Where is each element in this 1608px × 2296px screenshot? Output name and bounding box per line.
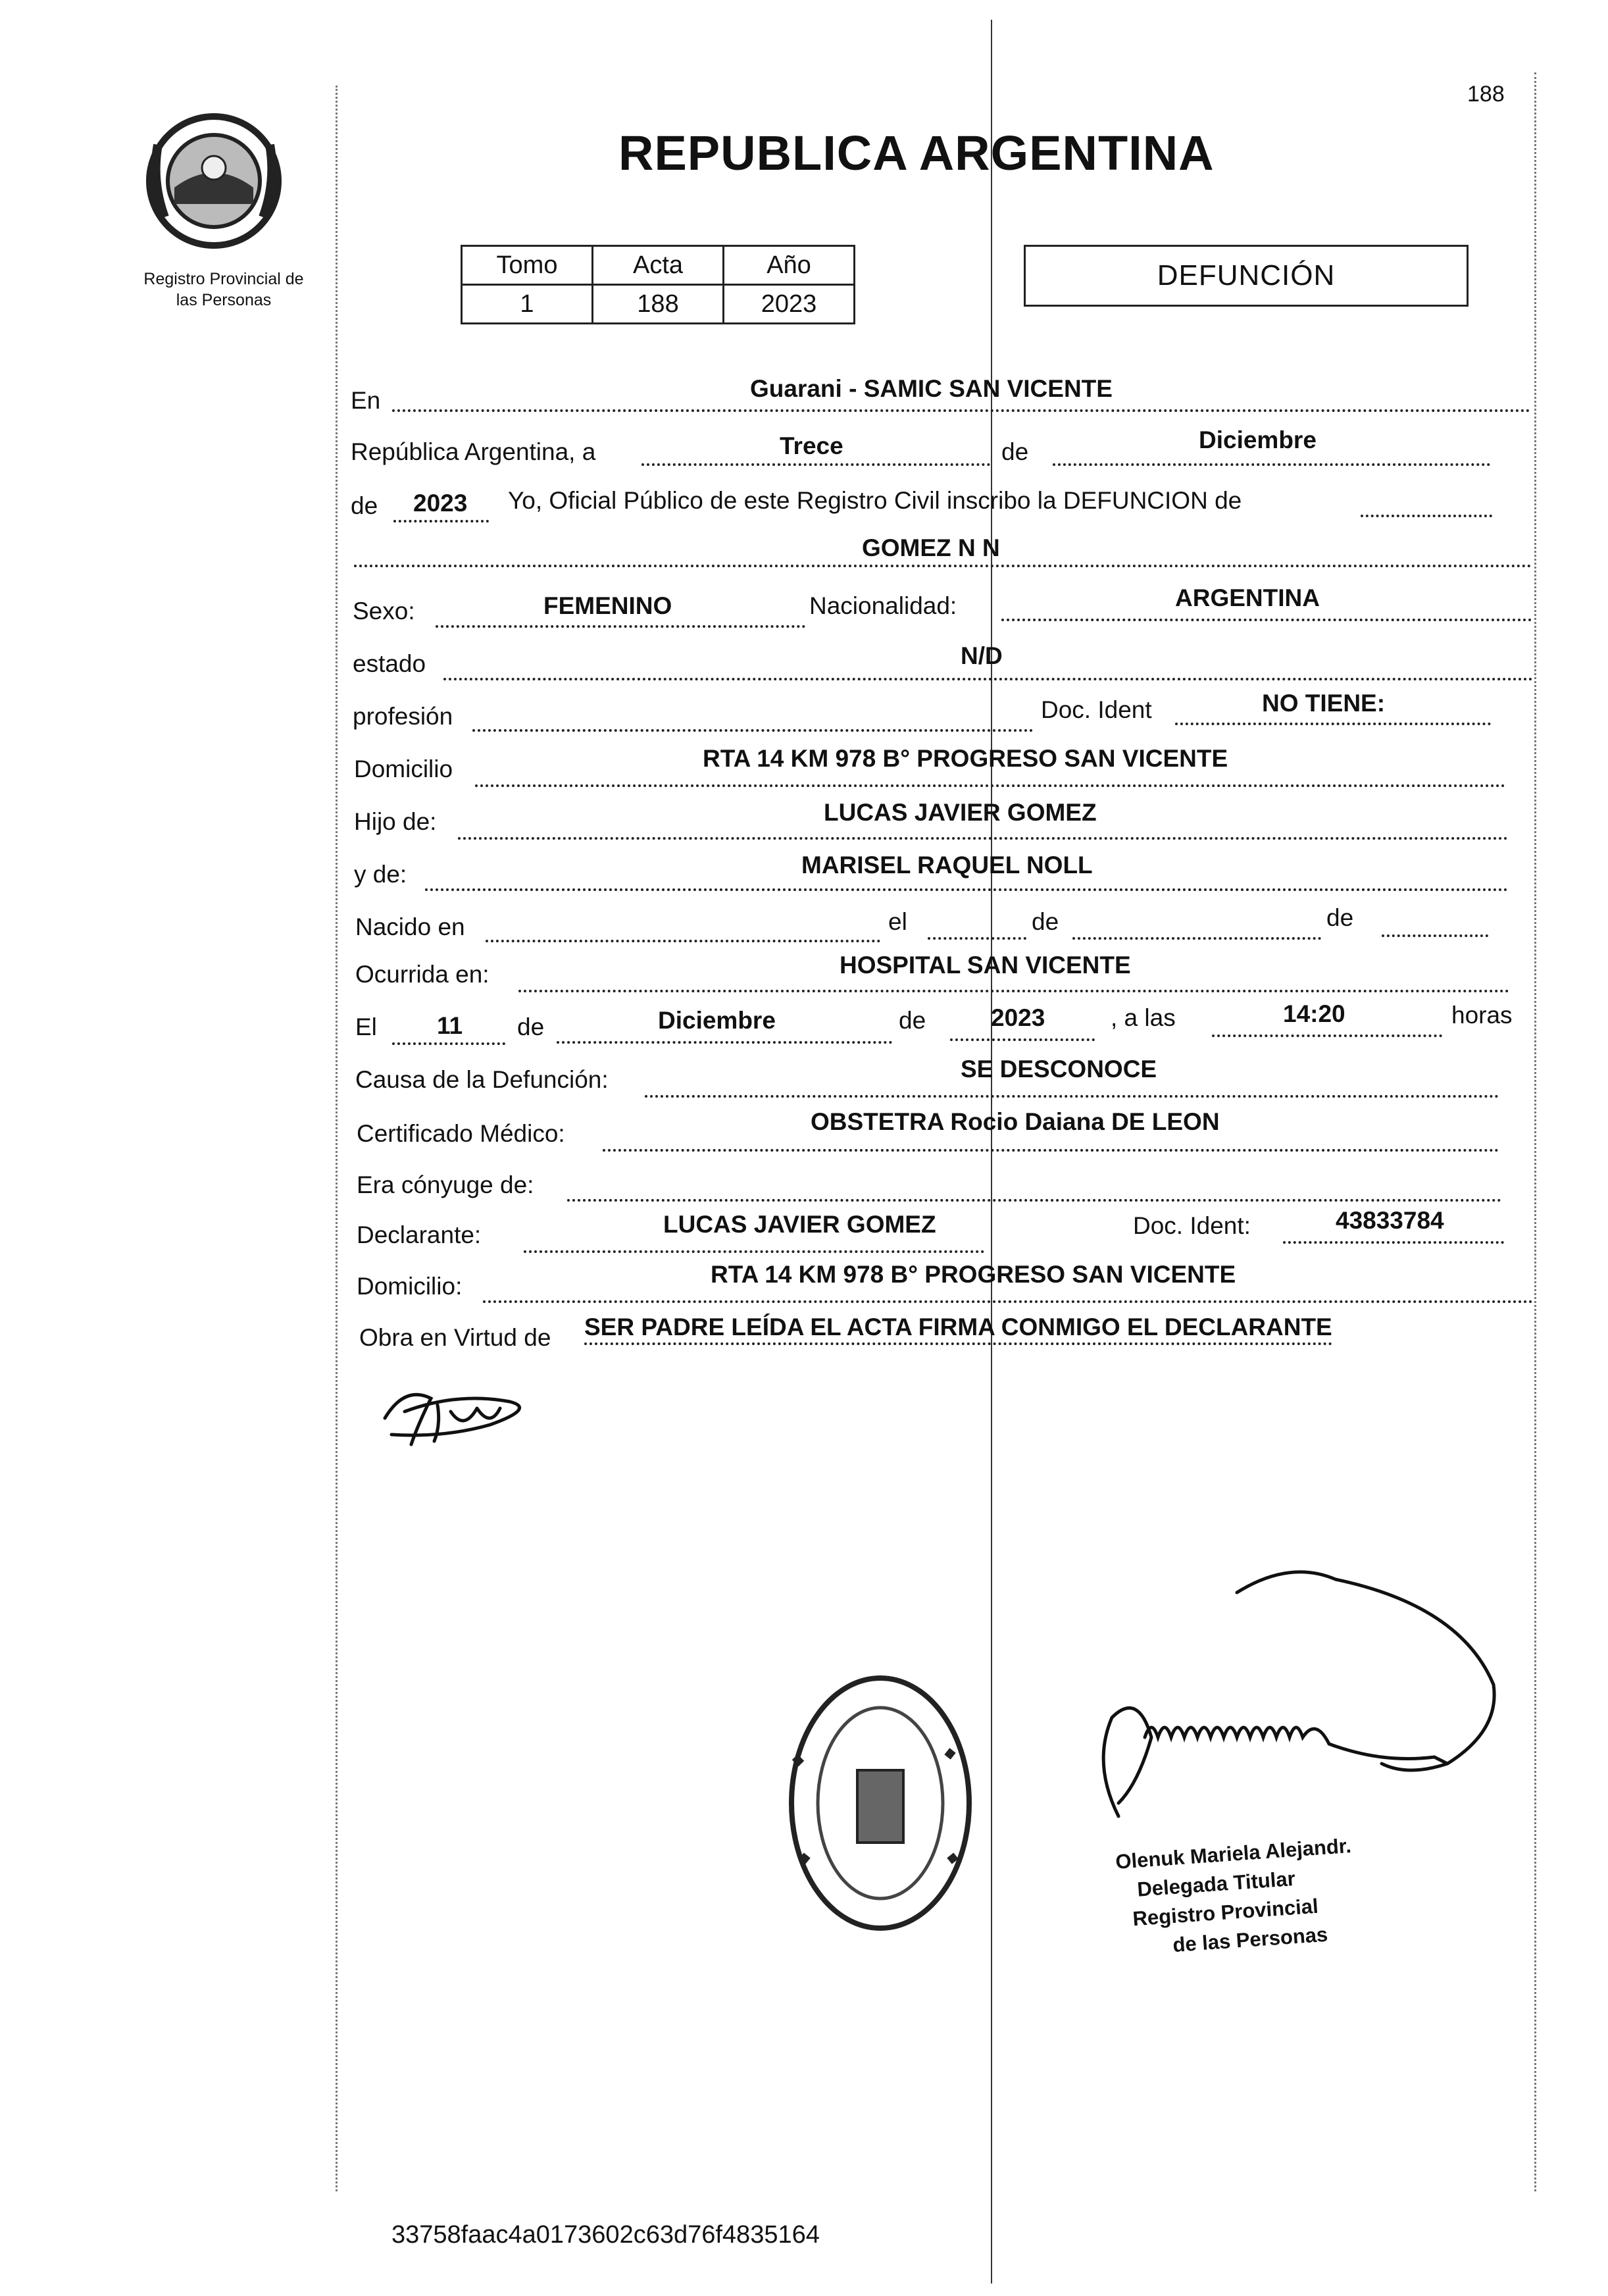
- en-value: Guarani - SAMIC SAN VICENTE: [750, 375, 1113, 402]
- estado-dotted-line: [443, 678, 1533, 680]
- officer-stamp-text: [1115, 1831, 1358, 1964]
- official-stamp: [782, 1658, 979, 1948]
- death-time-value: 14:20: [1283, 1000, 1345, 1027]
- death-day-value: 11: [437, 1012, 463, 1039]
- ocurrida-dotted-line: [518, 990, 1509, 992]
- nacido-label: Nacido en: [355, 913, 465, 940]
- causa-value: SE DESCONOCE: [961, 1056, 1157, 1083]
- nacionalidad-value: ARGENTINA: [1175, 584, 1320, 611]
- death-time-dotted-line: [1212, 1034, 1442, 1037]
- certificado-value: OBSTETRA Rocio Daiana DE LEON: [811, 1108, 1220, 1135]
- estado-value: N/D: [961, 642, 1003, 669]
- a-las-label: , a las: [1111, 1004, 1176, 1031]
- record-table: [461, 245, 855, 324]
- year-dotted-line: [393, 520, 489, 523]
- domicilio-dotted-line: [475, 784, 1505, 787]
- domicilio2-value: RTA 14 KM 978 B° PROGRESO SAN VICENTE: [711, 1261, 1236, 1288]
- sexo-dotted-line: [436, 625, 805, 628]
- officer-signature: [1040, 1566, 1507, 1856]
- nacido-de-b-label: de: [1326, 904, 1354, 931]
- nacido-dotted-line: [486, 940, 880, 942]
- horas-label: horas: [1451, 1002, 1513, 1029]
- hijo-dotted-line: [458, 837, 1508, 840]
- certificado-label: Certificado Médico:: [357, 1120, 565, 1147]
- death-de-d-label: de: [899, 1007, 926, 1034]
- nacido-el-label: el: [888, 908, 907, 935]
- record-table-header-ano: Año: [724, 246, 855, 285]
- sexo-value: FEMENINO: [543, 592, 672, 619]
- document-title: REPUBLICA ARGENTINA: [618, 126, 1215, 180]
- record-table-value-ano: 2023: [724, 285, 855, 324]
- death-year-value: 2023: [991, 1004, 1045, 1031]
- nacido-de-a-label: de: [1032, 908, 1059, 935]
- province-seal-logo: [138, 105, 289, 257]
- page-number: 188: [1467, 82, 1505, 107]
- declarant-signature: [378, 1372, 543, 1458]
- officer-title: Delegada Titular: [1136, 1867, 1296, 1901]
- hijo-value: LUCAS JAVIER GOMEZ: [824, 799, 1097, 826]
- doc-ident-label: Doc. Ident: [1041, 696, 1152, 723]
- nacido-day-dotted-line: [928, 937, 1026, 940]
- day-dotted-line: [641, 463, 990, 466]
- doc-ident-value: NO TIENE:: [1262, 690, 1386, 717]
- en-label: En: [351, 387, 381, 414]
- nacido-month-dotted-line: [1072, 937, 1321, 940]
- statement-dotted-line: [1361, 515, 1492, 517]
- hijo-label: Hijo de:: [354, 808, 437, 835]
- death-year-dotted-line: [950, 1038, 1095, 1041]
- en-dotted-line: [392, 409, 1530, 412]
- republica-label: República Argentina, a: [351, 438, 596, 465]
- yde-value: MARISEL RAQUEL NOLL: [801, 852, 1093, 879]
- deceased-dotted-line: [354, 565, 1532, 567]
- conyuge-label: Era cónyuge de:: [357, 1171, 534, 1198]
- death-de-c-label: de: [517, 1013, 545, 1040]
- declarante-label: Declarante:: [357, 1221, 482, 1248]
- record-table-value-tomo: 1: [462, 285, 593, 324]
- record-table-value-acta: 188: [593, 285, 724, 324]
- day-text-value: Trece: [780, 432, 843, 459]
- sexo-label: Sexo:: [353, 598, 415, 625]
- officer-name: Olenuk Mariela Alejandr.: [1115, 1833, 1352, 1874]
- profesion-dotted-line: [472, 729, 1033, 732]
- record-table-header-acta: Acta: [593, 246, 724, 285]
- scan-right-margin-line: [1534, 72, 1536, 2191]
- statement-text: Yo, Oficial Público de este Registro Civil inscribo la DEFUNCION de: [508, 487, 1242, 514]
- record-type-box: [1024, 245, 1469, 307]
- declarante-dotted-line: [524, 1250, 984, 1253]
- obra-value: SER PADRE LEÍDA EL ACTA FIRMA CONMIGO EL DECLARANTE: [584, 1314, 1332, 1345]
- domicilio-label: Domicilio: [354, 755, 453, 782]
- month-text-value: Diciembre: [1199, 426, 1317, 453]
- doc-ident-dotted-line: [1175, 723, 1491, 725]
- domicilio2-label: Domicilio:: [357, 1273, 463, 1300]
- officer-registry: Registro Provincial: [1132, 1894, 1319, 1931]
- certificado-dotted-line: [603, 1149, 1499, 1152]
- registry-caption: [112, 268, 336, 311]
- scan-left-margin-line: [336, 86, 338, 2191]
- profesion-label: profesión: [353, 703, 453, 730]
- doc-ident2-dotted-line: [1283, 1241, 1504, 1244]
- nacionalidad-dotted-line: [1001, 619, 1532, 621]
- record-table-header-row: [462, 246, 855, 285]
- ocurrida-value: HOSPITAL SAN VICENTE: [840, 952, 1131, 979]
- doc-ident2-label: Doc. Ident:: [1133, 1212, 1251, 1239]
- obra-label: Obra en Virtud de: [359, 1324, 551, 1351]
- conyuge-dotted-line: [567, 1199, 1501, 1202]
- officer-registry-persons: de las Personas: [1172, 1922, 1329, 1957]
- yde-dotted-line: [425, 888, 1508, 891]
- causa-dotted-line: [645, 1095, 1499, 1098]
- record-table-value-row: [462, 285, 855, 324]
- declarante-value: LUCAS JAVIER GOMEZ: [663, 1211, 936, 1238]
- causa-label: Causa de la Defunción:: [355, 1066, 609, 1093]
- ocurrida-label: Ocurrida en:: [355, 961, 490, 988]
- de2-label: de: [351, 492, 378, 519]
- record-type-label: DEFUNCIÓN: [1157, 259, 1336, 292]
- nacido-year-dotted-line: [1382, 934, 1488, 937]
- document-hash: 33758faac4a0173602c63d76f4835164: [391, 2221, 820, 2249]
- yde-label: y de:: [354, 861, 407, 888]
- scan-fold-line: [991, 20, 992, 2283]
- nacionalidad-label: Nacionalidad:: [809, 592, 957, 619]
- death-month-value: Diciembre: [658, 1007, 776, 1034]
- estado-label: estado: [353, 650, 426, 677]
- domicilio-value: RTA 14 KM 978 B° PROGRESO SAN VICENTE: [703, 745, 1228, 772]
- doc-ident2-value: 43833784: [1336, 1207, 1444, 1234]
- deceased-name-value: GOMEZ N N: [862, 534, 1000, 561]
- registry-caption-line1: Registro Provincial de: [143, 270, 304, 288]
- death-day-dotted-line: [392, 1042, 505, 1045]
- de-label: de: [1001, 438, 1029, 465]
- domicilio2-dotted-line: [483, 1300, 1533, 1303]
- death-el-label: El: [355, 1013, 377, 1040]
- year-value: 2023: [413, 490, 468, 517]
- record-table-header-tomo: Tomo: [462, 246, 593, 285]
- month-dotted-line: [1053, 463, 1490, 466]
- registry-caption-line2: las Personas: [176, 291, 272, 309]
- death-month-dotted-line: [557, 1041, 892, 1044]
